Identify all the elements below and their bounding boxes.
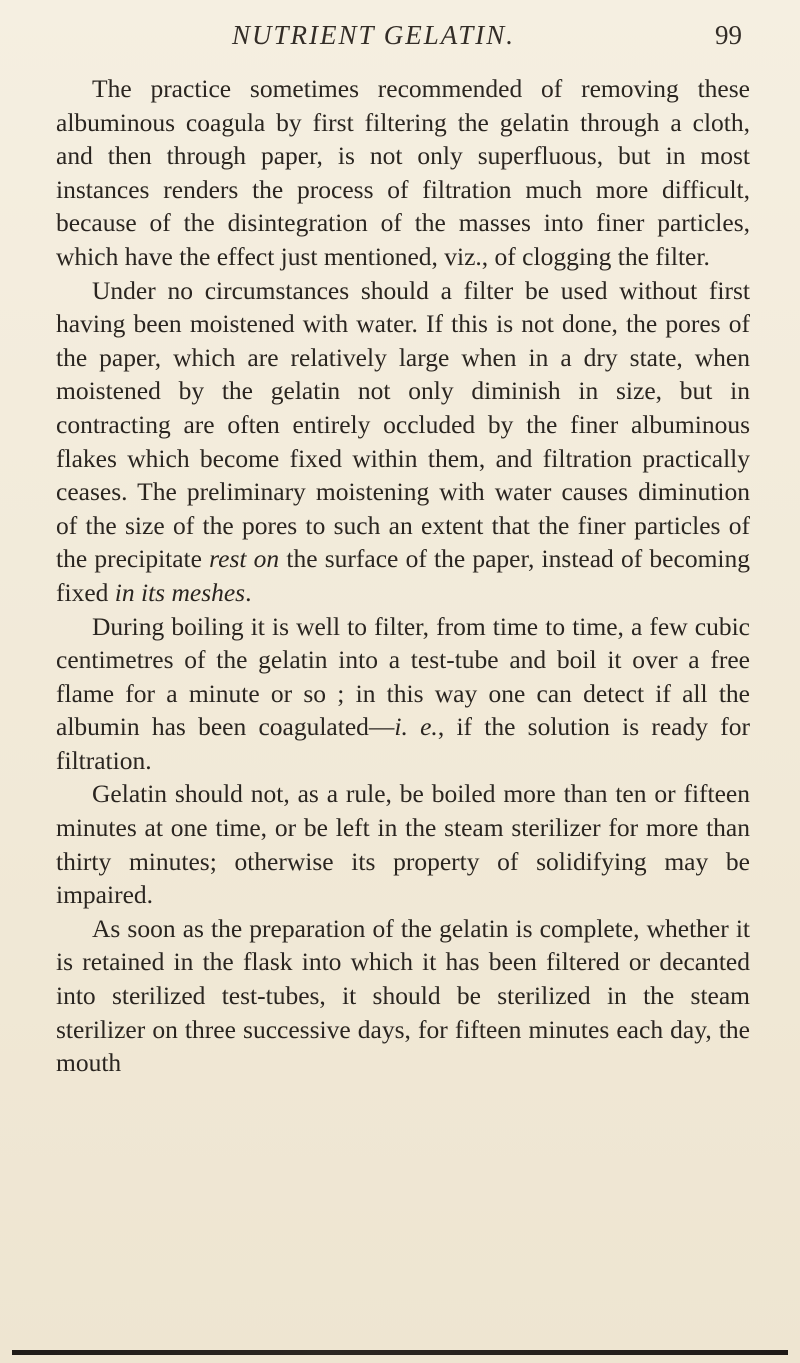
- paragraph-sterilization: [56, 912, 750, 1080]
- paragraph-boiling-duration: [56, 777, 750, 911]
- paragraph-text: The practice sometimes recommended of removing these albuminous coagula by first filtering the gelatin through a cloth, and then through paper, is not only superfluous, but in most instances renders the process of filtration much more difficult, because of the disintegration of the masses into finer particles, which have the effect just mentioned, viz., of clogging the filter.: [56, 74, 750, 271]
- paragraph-text: the surface of the paper, instead of becoming fixed: [56, 544, 750, 607]
- paragraph-text: Under no circumstances should a filter be used without first having been moistened with water. If this is not done, the pores of the paper, which are relatively large when in a dry state, when moistened by the gelatin not only diminish in size, but in contracting are often entirely occluded by the finer albuminous flakes which become fixed within them, and filtration practically ceases. The preliminary moistening with water causes diminution of the size of the pores to such an extent that the finer particles of the precipitate: [56, 275, 750, 574]
- italic-phrase-in-its-meshes: in its meshes: [114, 577, 246, 607]
- italic-phrase-rest-on: rest on: [209, 544, 280, 574]
- paragraph-text: .: [245, 577, 252, 607]
- italic-abbreviation-ie: i. e.: [394, 712, 438, 742]
- page-bottom-edge: [12, 1350, 788, 1355]
- paragraph-filtering-cloth: [56, 72, 750, 274]
- paragraph-text: , if the solution is ready for filtration.: [56, 712, 750, 775]
- running-head: [0, 20, 800, 60]
- page-number: 99: [715, 20, 742, 50]
- paragraph-text: As soon as the preparation of the gelatin is complete, whether it is retained in the flask into which it has been filtered or decanted into sterilized test-tubes, it should be sterilized in the steam sterilizer on three successive days, for fifteen minutes each day, the mouth: [56, 913, 750, 1078]
- body-text: [56, 72, 750, 1080]
- running-title: NUTRIENT GELATIN.: [232, 20, 516, 50]
- paragraph-text: During boiling it is well to filter, from time to time, a few cubic centimetres of the gelatin into a test-tube and boil it over a free flame for a minute or so ; in this way one can detect if all the albumin has been coagulated—: [56, 611, 750, 742]
- paragraph-moistened-filter: [56, 274, 750, 610]
- paragraph-boiling-test: [56, 610, 750, 778]
- paragraph-text: Gelatin should not, as a rule, be boiled more than ten or fifteen minutes at one time, or be left in the steam sterilizer for more than thirty minutes; otherwise its property of solidifying may be impaired.: [56, 779, 750, 910]
